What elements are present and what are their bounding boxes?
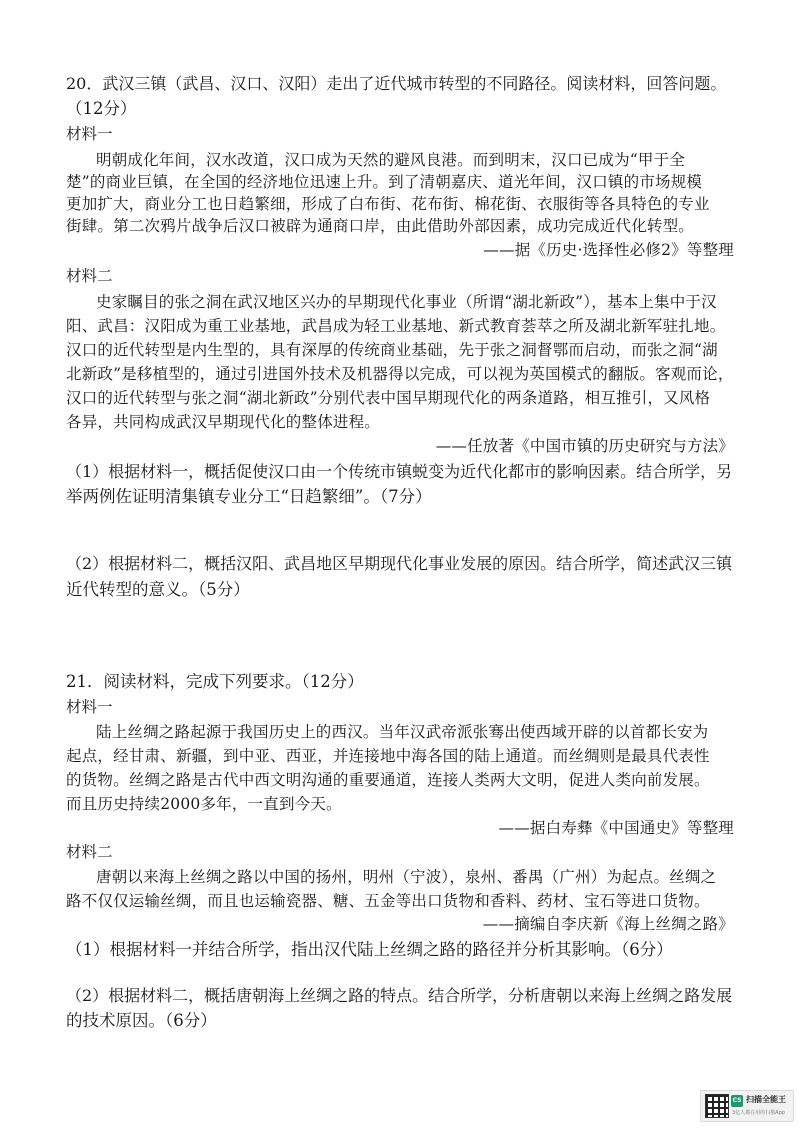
watermark-subtitle: 3亿人都在用的扫描App [732, 1110, 785, 1116]
q20-material2-line: 汉口的近代转型与张之洞“湖北新政”分别代表中国早期现代化的两条道路，相互推引，又风格 [66, 389, 711, 407]
q21-material2-label: 材料二 [66, 843, 113, 861]
q21-material2-line: 路不仅仅运输丝绸，而且也运输瓷器、糖、五金等出口货物和香料、药材、宝石等进口货物。 [66, 892, 710, 910]
q21-material1-line: 起点，经甘肃、新疆，到中亚、西亚，并连接地中海各国的陆上通道。而丝绸则是最具代表性 [66, 747, 710, 765]
q21-material1-line: 的货物。丝绸之路是古代中西文明沟通的重要通道，连接人类两大文明，促进人类向前发展。 [66, 771, 710, 789]
q20-material1-line: 更加扩大，商业分工也日趋繁细，形成了白布街、花布街、棉花街、衣服街等各具特色的专业 [66, 195, 710, 213]
qr-code-icon [705, 1094, 729, 1118]
q20-subquestion-1: （1）根据材料一，概括促使汉口由一个传统市镇蜕变为近代化都市的影响因素。结合所学，另 [66, 462, 733, 481]
q21-material2-line: 唐朝以来海上丝绸之路以中国的扬州，明州（宁波），泉州、番禺（广州）为起点。丝绸之 [96, 868, 717, 886]
q20-material2-line: 阳、武昌：汉阳成为重工业基地，武昌成为轻工业基地、新式教育荟萃之所及湖北新军驻扎地。 [66, 317, 726, 335]
q20-material2-line: 各异，共同构成武汉早期现代化的整体进程。 [66, 413, 381, 431]
q20-material1-line: 楚”的商业巨镇，在全国的经济地位迅速上升。到了清朝嘉庆、道光年间，汉口镇的市场规模 [66, 173, 703, 191]
q20-subquestion-2: （2）根据材料二，概括汉阳、武昌地区早期现代化事业发展的原因。结合所学，简述武汉三镇 [66, 554, 733, 573]
q20-material2-line: 汉口的近代转型是内生型的，具有深厚的传统商业基础，先于张之洞督鄂而启动，而张之洞“湖 [66, 341, 718, 359]
q21-material2-source: ——摘编自李庆新《海上丝绸之路》 [482, 915, 734, 933]
q21-material1-source: ——据白寿彝《中国通史》等整理 [498, 819, 734, 837]
camscanner-logo-icon: CS [731, 1095, 743, 1107]
q21-title: 21．阅读材料，完成下列要求。（12分） [66, 672, 364, 691]
q20-subquestion-1-cont: 举两例佐证明清集镇专业分工“日趋繁细”。（7分） [66, 487, 432, 506]
q21-subquestion-2: （2）根据材料二，概括唐朝海上丝绸之路的特点。结合所学，分析唐朝以来海上丝绸之路发展 [66, 986, 733, 1005]
q20-material2-source: ——任放著《中国市镇的历史研究与方法》 [435, 437, 734, 455]
q20-material1-source: ——据《历史·选择性必修2》等整理 [483, 241, 734, 259]
q20-material1-line: 街肆。第二次鸦片战争后汉口被辟为通商口岸，由此借助外部因素，成功完成近代化转型。 [66, 217, 695, 235]
q20-material1-label: 材料一 [66, 125, 113, 143]
q20-material1-line: 明朝成化年间，汉水改道，汉口成为天然的避风良港。而到明末，汉口已成为“甲于全 [96, 151, 686, 169]
q20-subquestion-2-cont: 近代转型的意义。（5分） [66, 580, 250, 599]
q20-material2-label: 材料二 [66, 267, 113, 285]
watermark-title: 扫描全能王 [746, 1095, 786, 1104]
q20-title: 20．武汉三镇（武昌、汉口、汉阳）走出了近代城市转型的不同路径。阅读材料，回答问题。 [66, 74, 727, 93]
q21-material1-line: 陆上丝绸之路起源于我国历史上的西汉。当年汉武帝派张骞出使西域开辟的以首都长安为 [96, 723, 709, 741]
q20-score: （12分） [66, 99, 137, 118]
q21-material1-label: 材料一 [66, 698, 113, 716]
q21-subquestion-1: （1）根据材料一并结合所学，指出汉代陆上丝绸之路的路径并分析其影响。（6分） [66, 940, 673, 959]
q20-material2-line: 史家瞩目的张之洞在武汉地区兴办的早期现代化事业（所谓“湖北新政”），基本上集中于汉 [96, 293, 717, 311]
scanner-watermark [700, 1090, 794, 1122]
q21-subquestion-2-cont: 的技术原因。（6分） [66, 1011, 217, 1030]
q21-material1-line: 而且历史持续2000多年，一直到今天。 [66, 795, 342, 813]
q20-material2-line: 北新政”是移植型的，通过引进国外技术及机器得以完成，可以视为英国模式的翻版。客观而论， [66, 365, 734, 383]
